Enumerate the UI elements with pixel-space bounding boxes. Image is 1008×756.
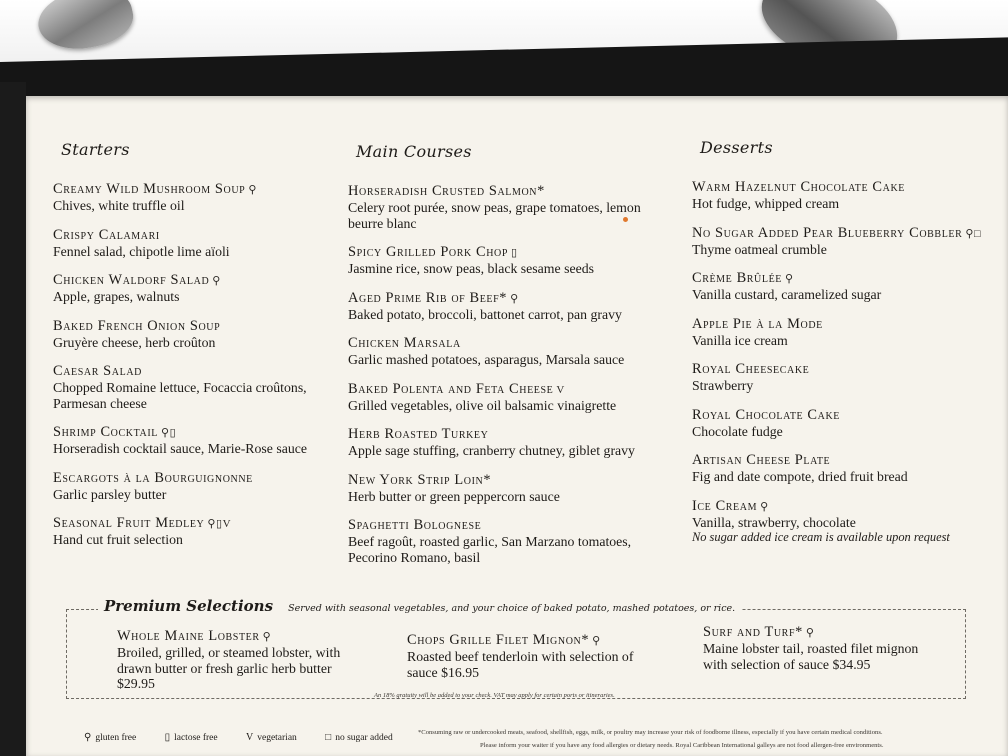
premium-subtitle: Served with seasonal vegetables, and your choice of baked potato, mashed potatoes, or rice. [288, 603, 736, 614]
desserts-column [692, 138, 992, 558]
menu-item-desc: Herb butter or green peppercorn sauce [348, 488, 560, 504]
dietary-legend [84, 732, 419, 743]
menu-item-desc: Hot fudge, whipped cream [692, 196, 840, 211]
menu-item [692, 498, 992, 546]
starters-column [53, 140, 343, 561]
menu-item-desc: Vanilla custard, caramelized sugar [692, 287, 882, 302]
menu-item-desc: Chopped Romaine lettuce, Focaccia croûtons, Parmesan cheese [53, 380, 307, 411]
menu-item-desc: Garlic parsley butter [53, 486, 167, 502]
dietary-icon: ▯ [511, 247, 518, 259]
menu-item-name: Baked Polenta and Feta Cheese [348, 380, 554, 397]
menu-item-name: Royal Chocolate Cake [692, 406, 840, 423]
menu-item [348, 381, 668, 414]
menu-item-name: Aged Prime Rib of Beef* [348, 289, 508, 306]
menu-folder-spine [0, 82, 26, 756]
menu-item [692, 225, 992, 258]
menu-item-name: Herb Roasted Turkey [348, 426, 489, 442]
menu-item-desc: Jasmine rice, snow peas, black sesame seeds [348, 261, 594, 276]
menu-item [692, 361, 992, 394]
menu-item-desc: Garlic mashed potatoes, asparagus, Marsala sauce [348, 352, 625, 367]
menu-item-name: Chicken Waldorf Salad [53, 272, 210, 288]
menu-item [692, 407, 992, 440]
premium-item-desc: Broiled, grilled, or steamed lobster, with drawn butter or fresh garlic herb butter $29.95 [117, 645, 341, 691]
menu-item-desc: Chocolate fudge [692, 423, 783, 439]
premium-item-name: Chops Grille Filet Mignon* [407, 632, 590, 648]
premium-item-name: Whole Maine Lobster [117, 628, 260, 644]
dietary-icon: ⚲ [248, 184, 257, 196]
menu-item [53, 363, 343, 411]
legend-lactose-free: ▯ lactose free [164, 732, 218, 743]
premium-title: Premium Selections [104, 597, 274, 615]
menu-item-desc: Celery root purée, snow peas, grape tomatoes, lemon beurre blanc [348, 200, 641, 231]
menu-item [692, 179, 992, 212]
dietary-icon: ⚲▯ [160, 427, 177, 439]
menu-item-name: Crispy Calamari [53, 226, 160, 243]
menu-page [26, 96, 1008, 756]
menu-item-name: Baked French Onion Soup [53, 317, 221, 334]
menu-item [348, 335, 668, 368]
menu-item [348, 472, 668, 505]
premium-item-name: Surf and Turf* [703, 624, 803, 640]
menu-item-desc: Grilled vegetables, olive oil balsamic vinaigrette [348, 397, 617, 413]
premium-heading [98, 596, 741, 615]
gratuity-note: An 18% gratuity will be added to your check. VAT may apply for certain ports or itineraries. [374, 692, 615, 699]
menu-item [692, 270, 992, 303]
dietary-icon: ⚲▯V [207, 518, 232, 530]
menu-item-desc: Horseradish cocktail sauce, Marie-Rose sauce [53, 441, 307, 456]
gluten-free-icon: ⚲ [84, 732, 92, 743]
mains-heading: Main Courses [356, 142, 472, 161]
menu-item-desc: Gruyère cheese, herb croûton [53, 334, 216, 350]
menu-item [692, 316, 992, 349]
menu-item-name: Royal Cheesecake [692, 361, 810, 377]
menu-item-desc: Beef ragoût, roasted garlic, San Marzano tomatoes, Pecorino Romano, basil [348, 534, 632, 565]
menu-item-desc: Hand cut fruit selection [53, 532, 183, 547]
menu-item [53, 272, 343, 305]
lactose-free-icon: ▯ [164, 732, 171, 743]
menu-item-desc: Fennel salad, chipotle lime aïoli [53, 243, 230, 259]
disclaimer-line: *Consuming raw or undercooked meats, seafood, shellfish, eggs, milk, or poultry may increase your risk of foodborne illness, especially if you have certain medical conditions. [418, 729, 883, 736]
menu-item-name: Horseradish Crusted Salmon* [348, 183, 545, 199]
mains-column [348, 142, 668, 578]
starters-title: Starters [61, 140, 130, 159]
menu-item-desc: Fig and date compote, dried fruit bread [692, 469, 908, 484]
disclaimer-line: Please inform your waiter if you have any food allergies or dietary needs. Royal Caribbean International galleys are not food allergen-free environments. [480, 742, 884, 749]
menu-item-desc: Strawberry [692, 378, 754, 393]
menu-item [348, 183, 668, 231]
menu-item [53, 181, 343, 214]
menu-item [692, 452, 992, 485]
dietary-icon: ⚲ [805, 627, 815, 639]
starters-heading [61, 140, 343, 159]
menu-item-name: Spaghetti Bolognese [348, 517, 482, 533]
premium-selections-box [66, 609, 966, 699]
menu-item [348, 517, 668, 565]
menu-item-name: Chicken Marsala [348, 335, 461, 351]
dietary-icon: ⚲ [510, 292, 519, 305]
menu-item-name: Spicy Grilled Pork Chop [348, 244, 509, 260]
menu-item-desc: Vanilla, strawberry, chocolate [692, 514, 856, 530]
allergy-disclaimer [418, 726, 978, 752]
menu-item-desc: Vanilla ice cream [692, 332, 788, 348]
menu-item-name: Ice Cream [692, 497, 758, 514]
menu-item-desc: Baked potato, broccoli, battonet carrot, pan gravy [348, 306, 622, 322]
dietary-icon: ⚲□ [965, 227, 982, 240]
legend-no-sugar: □ no sugar added [325, 732, 393, 743]
menu-item-name: Seasonal Fruit Medley [53, 515, 205, 531]
premium-item-desc: Maine lobster tail, roasted filet mignon with selection of sauce $34.95 [703, 641, 919, 672]
premium-item-desc: Roasted beef tenderloin with selection of sauce $16.95 [407, 649, 634, 680]
menu-item [53, 227, 343, 260]
vegetarian-icon: V [246, 732, 254, 743]
dietary-icon: ⚲ [785, 273, 794, 285]
menu-item [348, 426, 668, 459]
menu-item [53, 515, 343, 548]
premium-item [703, 624, 943, 672]
menu-item-name: New York Strip Loin* [348, 471, 492, 488]
menu-item-name: Warm Hazelnut Chocolate Cake [692, 179, 905, 195]
menu-item-name: Apple Pie à la Mode [692, 315, 823, 332]
menu-item-name: Artisan Cheese Plate [692, 452, 831, 468]
menu-item [53, 424, 343, 457]
premium-item [407, 632, 667, 680]
menu-item-name: Shrimp Cocktail [53, 424, 158, 440]
dietary-icon: ⚲ [760, 500, 769, 513]
dietary-icon: V [556, 383, 565, 396]
menu-item-name: Caesar Salad [53, 363, 142, 379]
legend-gluten-free: ⚲ gluten free [84, 732, 137, 743]
menu-item [348, 244, 668, 277]
dietary-icon: ⚲ [592, 635, 601, 647]
menu-item-note: No sugar added ice cream is available upon request [692, 530, 950, 544]
legend-vegetarian: V vegetarian [246, 732, 297, 743]
menu-item-name: Crème Brûlée [692, 270, 782, 286]
menu-item-name: No Sugar Added Pear Blueberry Cobbler [692, 224, 963, 241]
menu-item-name: Creamy Wild Mushroom Soup [53, 181, 246, 197]
menu-item [53, 470, 343, 503]
premium-item [117, 628, 367, 692]
menu-item-desc: Thyme oatmeal crumble [692, 241, 827, 257]
dietary-icon: ⚲ [262, 631, 272, 643]
menu-item [348, 290, 668, 323]
no-sugar-icon: □ [325, 732, 332, 743]
menu-item-desc: Chives, white truffle oil [53, 198, 185, 213]
menu-item-desc: Apple sage stuffing, cranberry chutney, giblet gravy [348, 443, 635, 458]
menu-item-name: Escargots à la Bourguignonne [53, 469, 253, 486]
menu-item-desc: Apple, grapes, walnuts [53, 289, 180, 304]
dietary-icon: ⚲ [212, 275, 221, 287]
desserts-heading: Desserts [700, 138, 773, 157]
menu-item [53, 318, 343, 351]
